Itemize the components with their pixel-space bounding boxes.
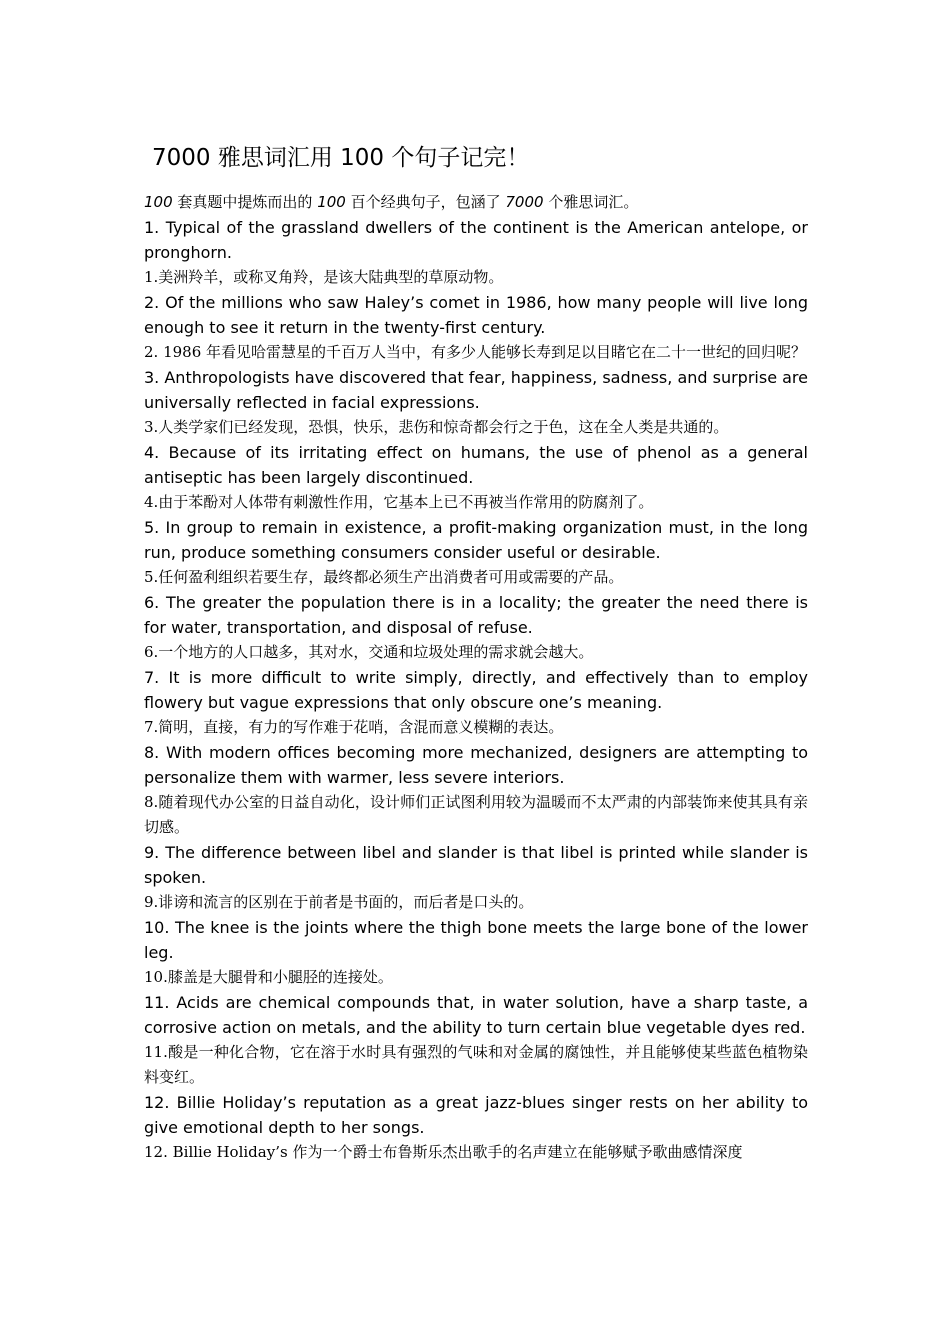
sentence-1-chinese: 1.美洲羚羊，或称叉角羚，是该大陆典型的草原动物。	[144, 268, 504, 286]
sentence-8-chinese: 8.随着现代办公室的日益自动化，设计师们正试图利用较为温暖而不太严肃的内部装饰来使其具有亲切感。	[144, 793, 808, 836]
intro-number-3: 7000	[505, 193, 544, 211]
sentence-6-english: 6. The greater the population there is in a locality; the greater the need there is for water, transportation, and disposal of refuse.	[144, 593, 808, 637]
sentence-5-english: 5. In group to remain in existence, a profit-making organization must, in the long run, produce something consumers consider useful or desirable.	[144, 518, 808, 562]
sentence-9-english: 9. The difference between libel and slander is that libel is printed while slander is spoken.	[144, 843, 808, 887]
sentence-1-english: 1. Typical of the grassland dwellers of the continent is the American antelope, or pronghorn.	[144, 218, 808, 262]
document-page	[144, 140, 808, 1165]
sentence-11-english: 11. Acids are chemical compounds that, in water solution, have a sharp taste, a corrosive action on metals, and the ability to turn certain blue vegetable dyes red.	[144, 993, 808, 1037]
sentence-6-chinese: 6.一个地方的人口越多，其对水，交通和垃圾处理的需求就会越大。	[144, 643, 594, 661]
sentence-12-chinese: 12. Billie Holiday’s 作为一个爵士布鲁斯乐杰出歌手的名声建立在能够赋予歌曲感情深度	[144, 1143, 743, 1161]
sentence-5-chinese: 5.任何盈利组织若要生存，最终都必须生产出消费者可用或需要的产品。	[144, 568, 624, 586]
sentence-10-english: 10. The knee is the joints where the thigh bone meets the large bone of the lower leg.	[144, 918, 808, 962]
intro-number-1: 100	[144, 193, 173, 211]
sentence-4-chinese: 4.由于苯酚对人体带有刺激性作用，它基本上已不再被当作常用的防腐剂了。	[144, 493, 654, 511]
sentence-4-english: 4. Because of its irritating effect on humans, the use of phenol as a general antiseptic has been largely discontinued.	[144, 443, 808, 487]
sentence-10-chinese: 10.膝盖是大腿骨和小腿胫的连接处。	[144, 968, 393, 986]
sentence-2-english: 2. Of the millions who saw Haley’s comet in 1986, how many people will live long enough to see it return in the twenty-first century.	[144, 293, 808, 337]
sentence-9-chinese: 9.诽谤和流言的区别在于前者是书面的，而后者是口头的。	[144, 893, 534, 911]
intro-text-2: 百个经典句子，包涵了	[345, 193, 506, 211]
sentence-2-chinese: 2. 1986 年看见哈雷慧星的千百万人当中，有多少人能够长寿到足以目睹它在二十一世纪的回归呢？	[144, 343, 807, 361]
document-title: 7000 雅思词汇用 100 个句子记完！	[152, 145, 530, 171]
intro-text-3: 个雅思词汇。	[543, 193, 639, 211]
sentence-8-english: 8. With modern offices becoming more mechanized, designers are attempting to personalize them with warmer, less severe interiors.	[144, 743, 808, 787]
sentence-3-chinese: 3.人类学家们已经发现，恐惧，快乐，悲伤和惊奇都会行之于色，这在全人类是共通的。	[144, 418, 729, 436]
sentence-7-english: 7. It is more difficult to write simply, directly, and effectively than to employ flowery but vague expressions that only obscure one’s meaning.	[144, 668, 808, 712]
sentence-3-english: 3. Anthropologists have discovered that fear, happiness, sadness, and surprise are universally reflected in facial expressions.	[144, 368, 808, 412]
sentence-12-english: 12. Billie Holiday’s reputation as a great jazz-blues singer rests on her ability to give emotional depth to her songs.	[144, 1093, 808, 1137]
sentence-11-chinese: 11.酸是一种化合物，它在溶于水时具有强烈的气味和对金属的腐蚀性，并且能够使某些蓝色植物染料变红。	[144, 1043, 808, 1086]
intro-line	[144, 190, 808, 215]
sentence-7-chinese: 7.简明，直接，有力的写作难于花哨，含混而意义模糊的表达。	[144, 718, 564, 736]
intro-number-2: 100	[317, 193, 346, 211]
intro-text-1: 套真题中提炼而出的	[172, 193, 318, 211]
